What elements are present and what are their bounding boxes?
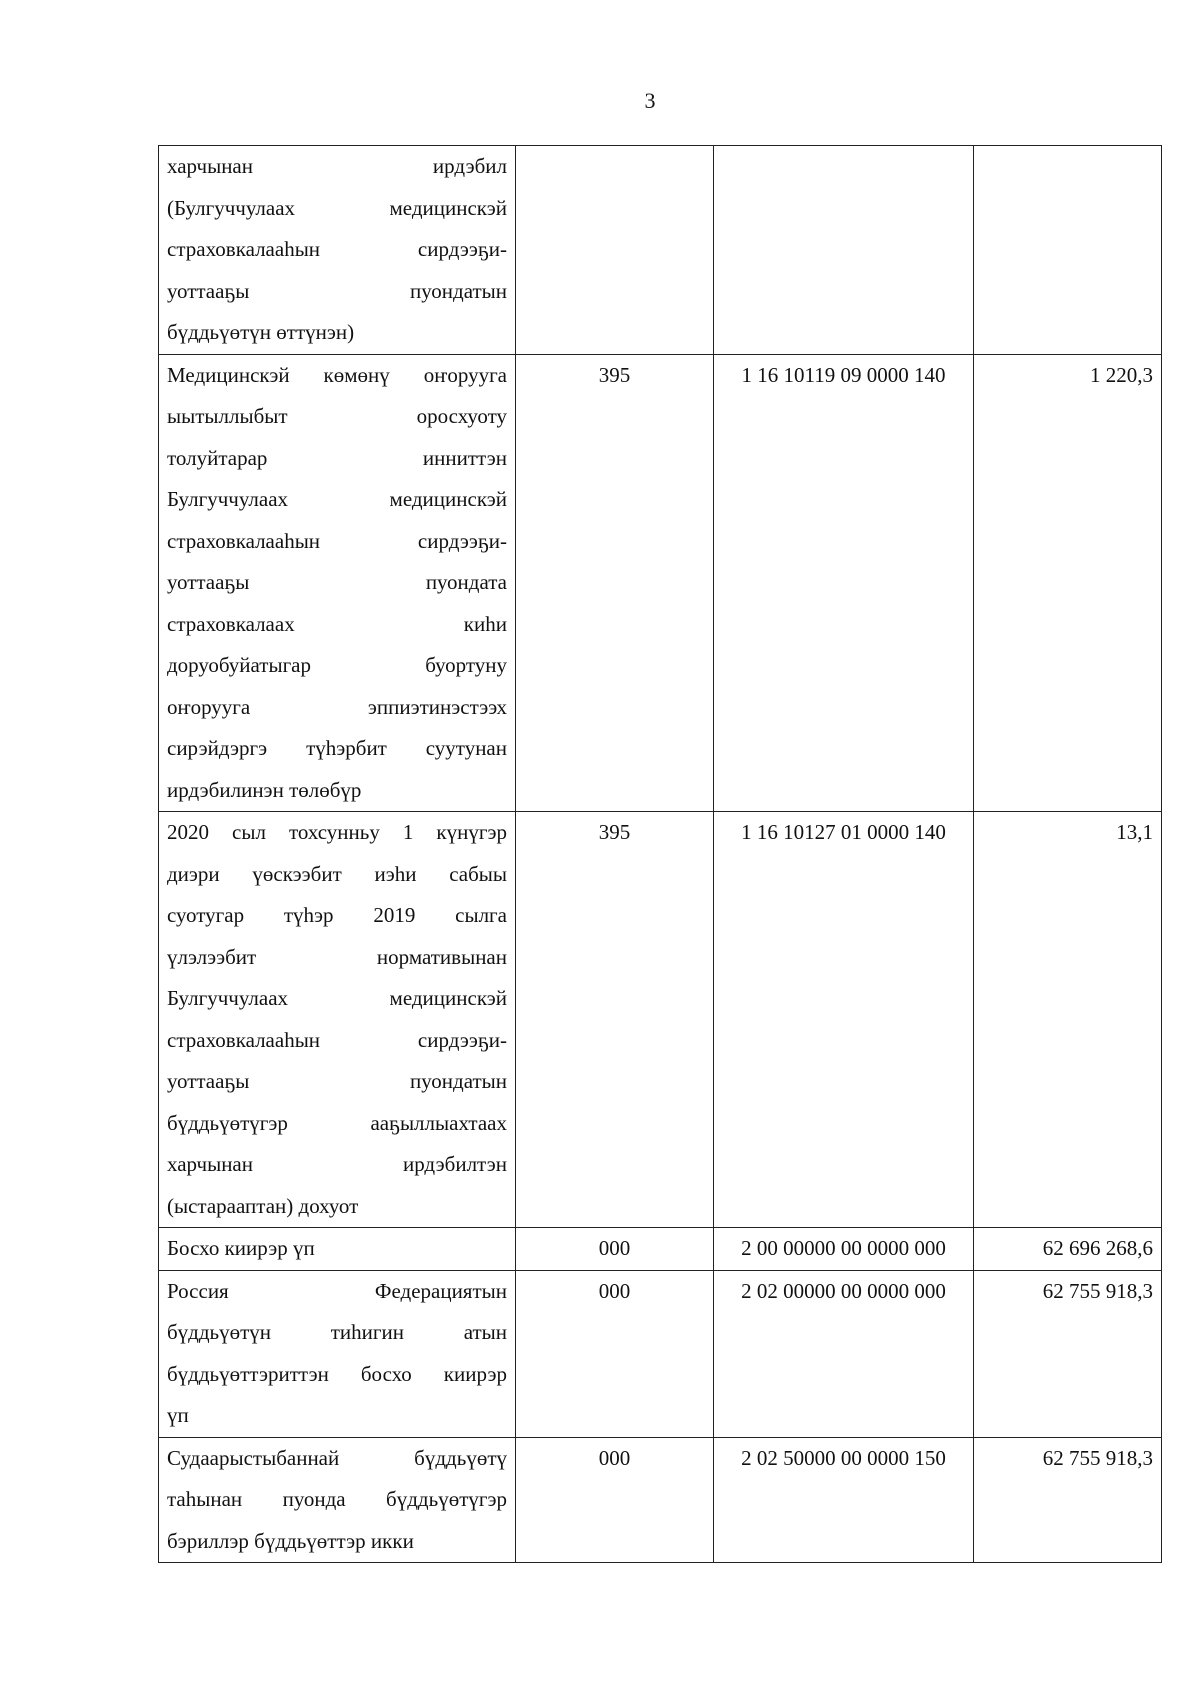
revenue-description-cell [159,146,516,355]
description-line: харчынан ирдэбил [167,154,507,178]
revenue-description-cell [159,1228,516,1271]
amount-cell: 62 755 918,3 [974,1270,1162,1437]
description-line: Булгуччулаах медицинскэй [167,986,507,1010]
page-number: 3 [644,88,656,113]
description-line: суотугар түһэр 2019 сылга [167,903,507,927]
administrator-code-cell: 395 [516,812,714,1228]
table-row [159,1437,1162,1563]
description-line: уоттааҕы пуондата [167,570,507,594]
description-line: сирэйдэргэ түһэрбит суутунан [167,736,507,760]
description-line: страховкалаах киһи [167,611,507,636]
table-row [159,812,1162,1228]
description-line: үлэлээбит нормативынан [167,944,507,969]
revenue-description-cell [159,1270,516,1437]
table-row [159,1270,1162,1437]
description-line: (Булгуччулаах медицинскэй [167,195,507,220]
description-line: Булгуччулаах медицинскэй [167,487,507,511]
table-body [159,146,1162,1563]
administrator-code-cell: 000 [516,1228,714,1271]
amount-cell [974,146,1162,355]
description-line: бүддьүөтүн тиһигин атын [167,1320,507,1344]
description-line: толуйтарар инниттэн [167,445,507,470]
description-line: оҥорууга эппиэтинэстээх [167,694,507,719]
description-line: бүддьүөтүн өттүнэн) [167,320,355,344]
table-row [159,1228,1162,1271]
budget-classification-code-cell: 2 00 00000 00 0000 000 [714,1228,974,1271]
administrator-code-cell [516,146,714,355]
budget-revenue-table [158,145,1162,1563]
budget-classification-code-cell: 1 16 10127 01 0000 140 [714,812,974,1228]
budget-classification-code-cell: 2 02 00000 00 0000 000 [714,1270,974,1437]
description-line: страховкалааһын сирдээҕи- [167,237,507,261]
description-line: уоттааҕы пуондатын [167,1069,507,1093]
description-line: ирдэбилинэн төлөбүр [167,777,362,802]
budget-classification-code-cell [714,146,974,355]
revenue-description-cell [159,1437,516,1563]
revenue-description-cell [159,354,516,812]
amount-cell: 62 696 268,6 [974,1228,1162,1271]
description-line: бүддьүөтүгэр ааҕыллыахтаах [167,1110,507,1135]
description-line: Медицинскэй көмөнү оҥорууга [167,362,507,387]
budget-classification-code-cell: 2 02 50000 00 0000 150 [714,1437,974,1563]
budget-classification-code-cell: 1 16 10119 09 0000 140 [714,354,974,812]
amount-cell: 1 220,3 [974,354,1162,812]
description-line: диэри үөскээбит иэһи сабыы [167,861,507,886]
description-line: Россия Федерациятын [167,1278,507,1303]
description-line: уоттааҕы пуондатын [167,278,507,303]
description-line: ыытыллыбыт оросхуоту [167,404,507,428]
table-row [159,354,1162,812]
amount-cell: 62 755 918,3 [974,1437,1162,1563]
description-line: бүддьүөттэриттэн босхо киирэр [167,1361,507,1386]
administrator-code-cell: 000 [516,1270,714,1437]
amount-cell: 13,1 [974,812,1162,1228]
description-line: үп [167,1403,189,1427]
description-line: бэриллэр бүддьүөттэр икки [167,1528,414,1553]
description-line: Босхо киирэр үп [167,1236,315,1260]
revenue-description-cell [159,812,516,1228]
description-line: Судаарыстыбаннай бүддьүөтү [167,1445,507,1470]
administrator-code-cell: 395 [516,354,714,812]
administrator-code-cell: 000 [516,1437,714,1563]
description-line: (ыстарааптан) дохуот [167,1193,359,1218]
description-line: харчынан ирдэбилтэн [167,1152,507,1176]
description-line: 2020 сыл тохсунньу 1 күнүгэр [167,820,507,844]
description-line: страховкалааһын сирдээҕи- [167,528,507,553]
description-line: страховкалааһын сирдээҕи- [167,1027,507,1052]
description-line: таһынан пуонда бүддьүөтүгэр [167,1487,507,1511]
table-row [159,146,1162,355]
description-line: доруобуйатыгар буортуну [167,653,507,677]
